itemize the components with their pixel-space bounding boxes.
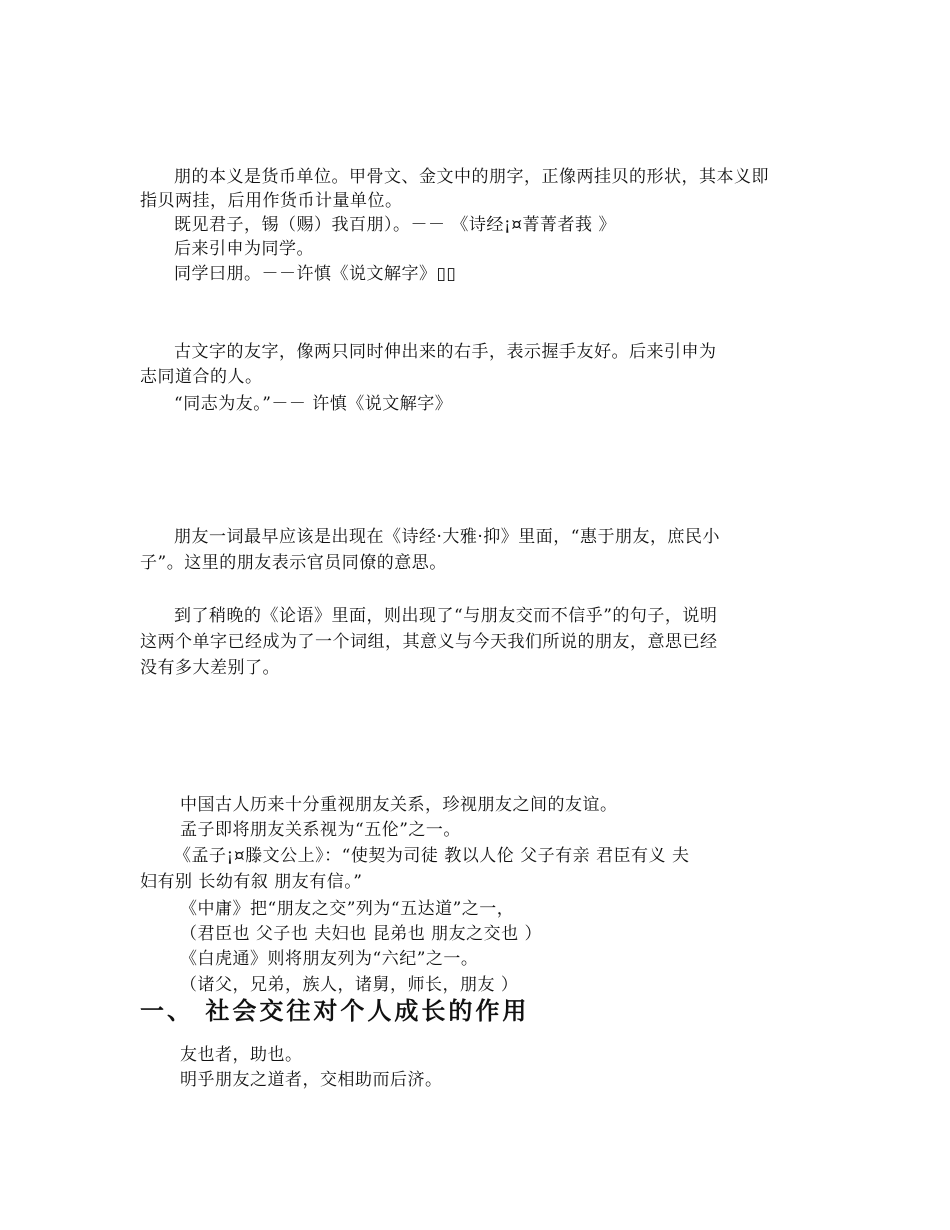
paragraph-line: 明乎朋友之道者，交相助而后济。 [180,1070,443,1090]
quote-line: 既见君子，锡（赐）我百朋）。－－ 《诗经¡¤菁菁者莪 》 [174,215,616,235]
paragraph-line: 后来引申为同学。 [174,239,314,259]
paragraph-line: 中国古人历来十分重视朋友关系，珍视朋友之间的友谊。 [180,795,618,815]
paragraph-line: 《中庸》把“朋友之交”列为“五达道”之一， [180,899,515,919]
paragraph-line: 到了稍晚的《论语》里面，则出现了“与朋友交而不信乎”的句子，说明 [174,606,718,626]
paragraph-line: 孟子即将朋友关系视为“五伦”之一。 [180,820,461,840]
quote-line: 妇有别 长幼有叙 朋友有信。” [140,872,363,892]
paragraph-line: 朋友一词最早应该是出现在《诗经·大雅·抑》里面，“惠于朋友，庶民小 [174,527,720,547]
quote-line: 《孟子¡¤滕文公上》：“使契为司徒 教以人伦 父子有亲 君臣有义 夫 [174,846,690,866]
paragraph-line: 指贝两挂，后用作货币计量单位。 [140,191,403,211]
paragraph-line: 《白虎通》则将朋友列为“六纪”之一。 [180,949,479,969]
paragraph-line: 朋的本义是货币单位。甲骨文、金文中的朋字，正像两挂贝的形状，其本义即 [174,167,769,187]
paragraph-line: （君臣也 父子也 夫妇也 昆弟也 朋友之交也 ） [180,924,543,944]
paragraph-line: 古文字的友字，像两只同时伸出来的右手，表示握手友好。后来引申为 [174,342,717,362]
paragraph-line: （诸父，兄弟，族人，诸舅，师长，朋友 ） [180,975,519,995]
paragraph-line: 这两个单字已经成为了一个词组，其意义与今天我们所说的朋友，意思已经 [140,632,718,652]
quote-line: 同学曰朋。－－许慎《说文解字》▯▯ [174,264,457,284]
quote-line: “同志为友。”－－ 许慎《说文解字》 [174,394,453,414]
paragraph-line: 友也者，助也。 [180,1045,303,1065]
paragraph-line: 子”。这里的朋友表示官员同僚的意思。 [140,553,447,573]
section-heading: 一、 社会交往对个人成长的作用 [140,997,530,1025]
paragraph-line: 志同道合的人。 [140,367,263,387]
paragraph-line: 没有多大差别了。 [140,658,280,678]
